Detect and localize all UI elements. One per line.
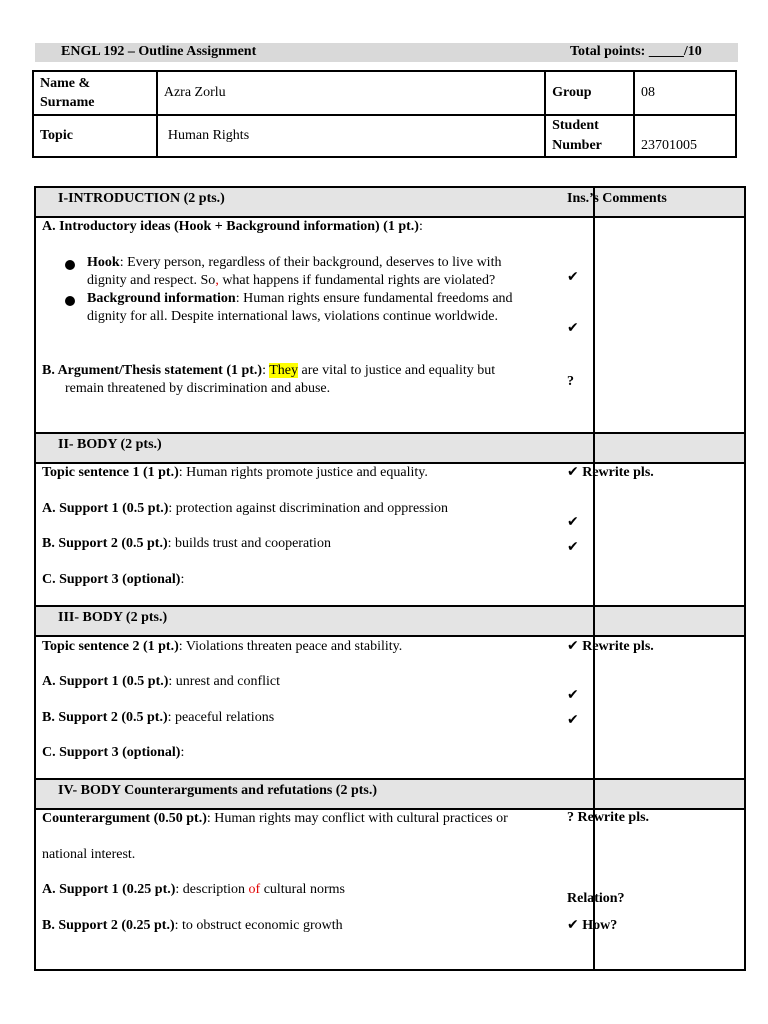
body2-topic-label: Topic sentence 2 (1 pt.) xyxy=(42,639,179,654)
column-divider xyxy=(593,188,595,969)
hook-line-2 xyxy=(87,272,495,290)
body1-a-line xyxy=(42,500,448,518)
intro-a-line xyxy=(42,218,423,236)
thesis-highlight: They xyxy=(269,363,299,378)
body3-b-text: : to obstruct economic growth xyxy=(174,918,343,933)
student-info-table xyxy=(32,70,737,158)
student-label: Student xyxy=(552,118,599,133)
body2-b-label: B. Support 2 (0.5 pt.) xyxy=(42,710,168,725)
topic-label: Topic xyxy=(33,115,157,157)
body1-a-text: : protection against discrimination and oppression xyxy=(168,501,448,516)
check-icon: ✔ xyxy=(567,269,579,285)
body1-title: II- BODY (2 pts.) xyxy=(58,437,162,452)
body2-a-line xyxy=(42,673,280,691)
check-icon: ✔ xyxy=(567,687,579,703)
bullet-icon xyxy=(65,296,75,306)
body1-topic-text: : Human rights promote justice and equality. xyxy=(178,465,428,480)
thesis-text-1: are vital to justice and equality but xyxy=(298,363,496,378)
student-number-value: 23701005 xyxy=(634,115,736,157)
hook-text-2a: dignity and respect. So xyxy=(87,273,216,288)
thesis-line-1 xyxy=(42,362,495,380)
body3-title: IV- BODY Counterarguments and refutations (2 pts.) xyxy=(58,783,378,798)
body1-c-line xyxy=(42,571,184,589)
body1-topic-comment xyxy=(567,464,654,481)
body3-a-text-2: cultural norms xyxy=(260,882,345,897)
counter-line-1 xyxy=(42,810,508,828)
counter-line-2: national interest. xyxy=(42,847,136,862)
total-points: Total points: _____/10 xyxy=(570,44,702,59)
bg-line-1 xyxy=(87,290,513,308)
name-value: Azra Zorlu xyxy=(157,71,545,115)
hook-line-1 xyxy=(87,254,501,272)
body1-b-label: B. Support 2 (0.5 pt.) xyxy=(42,536,168,551)
body1-topic-label: Topic sentence 1 (1 pt.) xyxy=(42,465,179,480)
body2-b-text: : peaceful relations xyxy=(167,710,275,725)
body3-a-comment: Relation? xyxy=(567,891,625,906)
body2-c-label: C. Support 3 (optional) xyxy=(42,745,181,760)
check-icon: ✔ xyxy=(567,320,579,336)
hook-text-2b: , xyxy=(215,273,219,288)
check-icon: ✔ xyxy=(567,917,579,933)
comments-header: Ins.’s Comments xyxy=(567,191,667,206)
counter-comment: ? Rewrite pls. xyxy=(567,810,650,825)
body1-topic-comment-text: Rewrite pls. xyxy=(578,465,654,480)
body2-c-text: : xyxy=(180,745,185,760)
body2-topic-comment-text: Rewrite pls. xyxy=(578,639,654,654)
bg-text-1: : Human rights ensure fundamental freedoms and xyxy=(235,291,513,306)
body1-c-label: C. Support 3 (optional) xyxy=(42,572,181,587)
body1-a-label: A. Support 1 (0.5 pt.) xyxy=(42,501,169,516)
name-label: Name & xyxy=(40,76,91,91)
body2-a-text: : unrest and conflict xyxy=(168,674,280,689)
header-bar xyxy=(35,43,738,62)
bg-label: Background information xyxy=(87,291,236,306)
body1-topic-line xyxy=(42,464,428,482)
bullet-icon xyxy=(65,260,75,270)
row-divider xyxy=(36,635,744,637)
group-value: 08 xyxy=(634,71,736,115)
outline-table xyxy=(34,186,746,971)
body2-topic-text: : Violations threaten peace and stability. xyxy=(178,639,403,654)
intro-title: I-INTRODUCTION (2 pts.) xyxy=(58,191,225,206)
counter-text-1: : Human rights may conflict with cultural practices or xyxy=(206,811,508,826)
check-icon: ✔ xyxy=(567,514,579,530)
intro-a-label: A. Introductory ideas (Hook + Background information) (1 pt.) xyxy=(42,219,419,234)
thesis-colon: : xyxy=(262,363,270,378)
check-icon: ✔ xyxy=(567,638,579,654)
body2-b-line xyxy=(42,709,274,727)
row-divider xyxy=(36,605,744,607)
topic-value: Human Rights xyxy=(157,115,545,157)
bg-line-2: dignity for all. Despite international laws, violations continue worldwide. xyxy=(87,309,498,324)
body3-a-label: A. Support 1 (0.25 pt.) xyxy=(42,882,176,897)
body3-a-line xyxy=(42,881,345,899)
body2-topic-comment xyxy=(567,638,654,655)
course-title: ENGL 192 – Outline Assignment xyxy=(61,44,257,59)
body3-b-line xyxy=(42,917,343,935)
check-icon: ✔ xyxy=(567,712,579,728)
student-number-label-cell xyxy=(545,115,634,157)
name-label-cell xyxy=(33,71,157,115)
body3-a-text-1: : description xyxy=(175,882,249,897)
thesis-comment: ? xyxy=(567,374,574,389)
body2-title: III- BODY (2 pts.) xyxy=(58,610,168,625)
body3-b-comment xyxy=(567,917,617,934)
counter-label: Counterargument (0.50 pt.) xyxy=(42,811,207,826)
body1-b-line xyxy=(42,535,331,553)
row-divider xyxy=(36,432,744,434)
body3-a-text-red: of xyxy=(248,882,261,897)
row-divider xyxy=(36,778,744,780)
body2-a-label: A. Support 1 (0.5 pt.) xyxy=(42,674,169,689)
student-label-2: Number xyxy=(552,138,602,153)
hook-text-2c: what happens if fundamental rights are violated? xyxy=(218,273,496,288)
check-icon: ✔ xyxy=(567,464,579,480)
body3-b-comment-text: How? xyxy=(578,918,618,933)
hook-text-1: : Every person, regardless of their background, deserves to live with xyxy=(119,255,502,270)
body2-c-line xyxy=(42,744,184,762)
body3-b-label: B. Support 2 (0.25 pt.) xyxy=(42,918,175,933)
body2-topic-line xyxy=(42,638,402,656)
name-label-2: Surname xyxy=(40,95,95,110)
thesis-line-2: remain threatened by discrimination and abuse. xyxy=(65,381,331,396)
body1-b-text: : builds trust and cooperation xyxy=(167,536,331,551)
intro-a-colon: : xyxy=(418,219,423,234)
group-label: Group xyxy=(545,71,634,115)
check-icon: ✔ xyxy=(567,539,579,555)
hook-label: Hook xyxy=(87,255,120,270)
body1-c-text: : xyxy=(180,572,185,587)
thesis-label: B. Argument/Thesis statement (1 pt.) xyxy=(42,363,263,378)
